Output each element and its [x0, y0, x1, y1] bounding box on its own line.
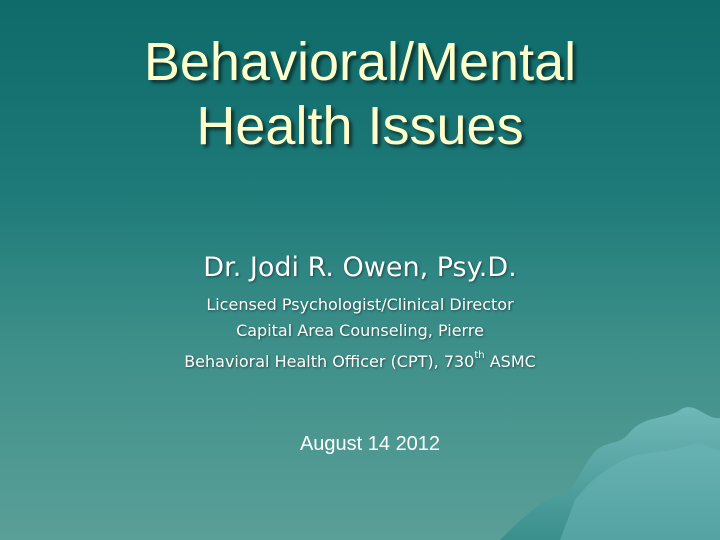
ordinal-suffix: th [474, 350, 485, 361]
presentation-date: August 14 2012 [299, 433, 441, 455]
author-military-role-text: Behavioral Health Officer (CPT), 730 [184, 352, 475, 371]
title-line-1: Behavioral/Mental [143, 32, 577, 92]
author-title: Licensed Psychologist/Clinical Director [206, 295, 514, 314]
author-name: Dr. Jodi R. Owen, Psy.D. [203, 252, 517, 283]
author-military-role [0, 352, 720, 371]
wave-crest [560, 444, 720, 540]
unit-name: ASMC [484, 352, 536, 371]
author-organization: Capital Area Counseling, Pierre [236, 321, 484, 340]
slide-title [0, 30, 720, 158]
title-line-2: Health Issues [196, 96, 524, 156]
